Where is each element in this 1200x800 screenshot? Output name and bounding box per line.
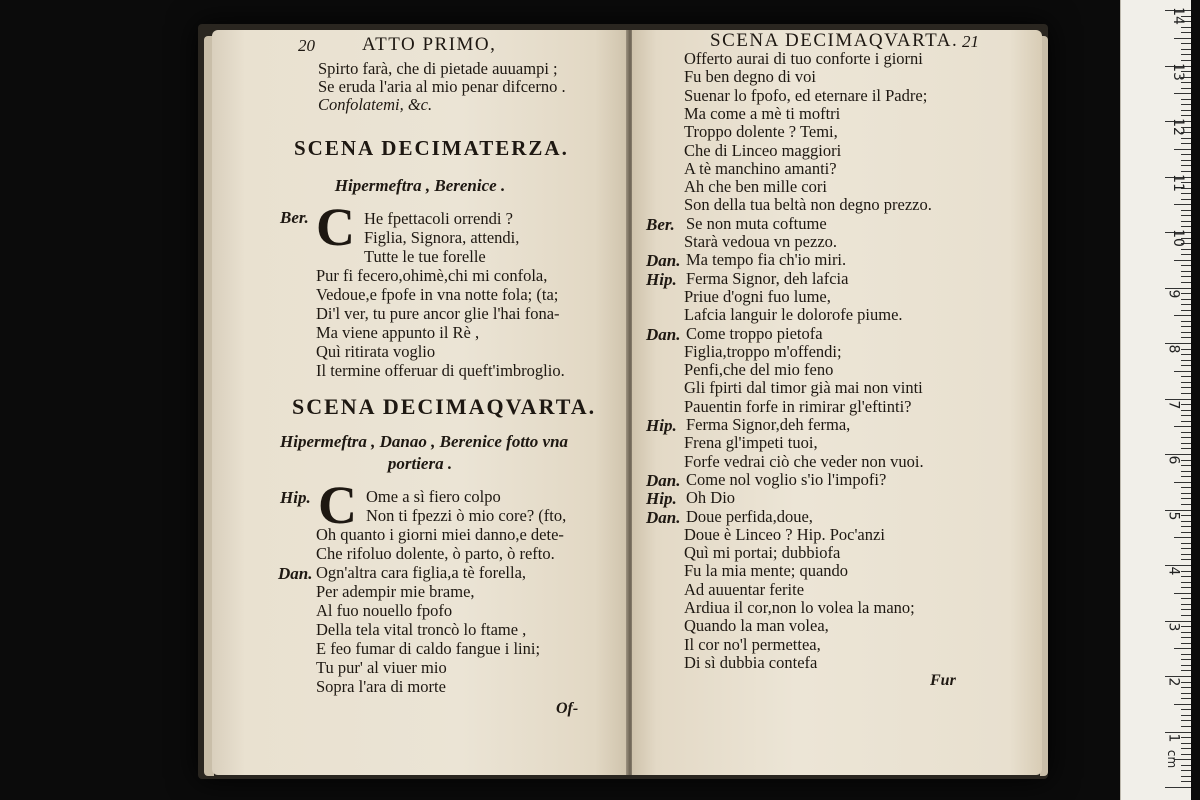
text-line: Il termine offeruar di queft'imbroglio. <box>316 361 565 380</box>
text-line: Tu pur' al viuer mio <box>316 658 447 677</box>
ruler-tick <box>1165 399 1191 400</box>
ruler-tick <box>1181 265 1191 266</box>
ruler-tick <box>1181 43 1191 44</box>
ruler-tick <box>1181 720 1191 721</box>
text-line: Non ti fpezzi ò mio core? (fto, <box>366 506 567 525</box>
ruler-tick <box>1181 443 1191 444</box>
ruler-tick <box>1174 149 1191 150</box>
text-line: Troppo dolente ? Temi, <box>684 122 838 142</box>
ruler-number: 14 <box>1169 7 1186 25</box>
ruler-tick <box>1181 276 1191 277</box>
ruler-tick <box>1181 88 1191 89</box>
speaker-label: Hip. <box>646 416 677 435</box>
ruler-tick <box>1181 27 1191 28</box>
text-line: Al fuo nouello fpofo <box>316 601 453 620</box>
left-page <box>212 30 628 775</box>
ruler-tick <box>1181 387 1191 388</box>
ruler-tick <box>1181 437 1191 438</box>
ruler-tick <box>1181 421 1191 422</box>
ruler-tick <box>1174 260 1191 261</box>
ruler-tick <box>1181 115 1191 116</box>
ruler-tick <box>1181 49 1191 50</box>
ruler-tick <box>1181 776 1191 777</box>
drop-cap: C <box>318 475 357 535</box>
ruler-number: 5 <box>1165 511 1182 520</box>
ruler-tick <box>1181 526 1191 527</box>
ruler-tick <box>1181 543 1191 544</box>
speaker-label: Dan. <box>646 251 681 271</box>
ruler-tick <box>1181 781 1191 782</box>
ruler-tick <box>1181 521 1191 522</box>
ruler-number: 11 <box>1169 173 1186 192</box>
ruler-unit: cm <box>1165 749 1180 769</box>
text-line: Il cor no'l permettea, <box>684 634 821 654</box>
text-line: Pur fi fecero,ohimè,chi mi confola, <box>316 266 548 285</box>
ruler-tick <box>1174 537 1191 538</box>
text-line: Sopra l'ara di morte <box>316 677 446 696</box>
speaker-label: Ber. <box>646 214 675 234</box>
running-head: ATTO PRIMO, <box>362 34 497 55</box>
ruler-tick <box>1181 299 1191 300</box>
ruler-tick <box>1165 732 1191 733</box>
ruler-tick <box>1181 754 1191 755</box>
measurement-ruler <box>1120 0 1191 800</box>
ruler-number: 6 <box>1165 455 1182 465</box>
ruler-tick <box>1181 571 1191 572</box>
ruler-tick <box>1181 365 1191 366</box>
ruler-tick <box>1181 637 1191 638</box>
ruler-tick <box>1181 321 1191 322</box>
ruler-number: 12 <box>1169 118 1186 136</box>
text-line: Pauentin forfe in rimirar gl'eftinti? <box>684 396 912 416</box>
text-line: Oh quanto i giorni miei danno,e dete- <box>316 525 564 544</box>
ruler-number: 8 <box>1165 344 1182 354</box>
text-line: Ma viene appunto il Rè , <box>316 323 480 342</box>
ruler-tick <box>1165 288 1191 289</box>
text-line: Ah che ben mille cori <box>684 177 827 197</box>
ruler-tick <box>1181 271 1191 272</box>
ruler-tick <box>1181 215 1191 216</box>
ruler-tick <box>1181 171 1191 172</box>
ruler-tick <box>1181 293 1191 294</box>
text-line: Starà vedoua vn pezzo. <box>684 232 838 251</box>
text-line: Vedoue,e fpofe in vna notte fola; (ta; <box>316 285 559 304</box>
ruler-tick <box>1181 382 1191 383</box>
speaker-label: Ber. <box>280 208 309 227</box>
speaker-label: Dan. <box>646 507 681 527</box>
text-line: Spirto farà, che di pietade auuampi ; <box>318 59 558 78</box>
text-line: Offerto aurai di tuo conforte i giorni <box>684 49 923 68</box>
ruler-tick <box>1181 32 1191 33</box>
ruler-tick <box>1181 138 1191 139</box>
text-line: Lafcia languir le dolorofe piume. <box>684 305 903 325</box>
page-number: 20 <box>298 36 315 55</box>
text-line: He fpettacoli orrendi ? <box>364 209 513 228</box>
ruler-tick <box>1181 165 1191 166</box>
ruler-tick <box>1181 154 1191 155</box>
ruler-tick <box>1181 715 1191 716</box>
ruler-tick <box>1174 482 1191 483</box>
text-line: Doue è Linceo ? Hip. Poc'anzi <box>684 524 885 544</box>
ruler-tick <box>1181 698 1191 699</box>
ruler-tick <box>1181 143 1191 144</box>
text-line: Ferma Signor,deh ferma, <box>686 415 851 434</box>
drop-cap: C <box>316 197 355 257</box>
scene-characters: portiera . <box>387 454 453 473</box>
page-number: 21 <box>962 32 979 51</box>
running-head: SCENA DECIMAQVARTA. <box>710 30 959 51</box>
ruler-tick <box>1181 682 1191 683</box>
ruler-tick <box>1181 476 1191 477</box>
ruler-tick <box>1181 326 1191 327</box>
ruler-number: 1 <box>1165 733 1182 742</box>
ruler-tick <box>1181 659 1191 660</box>
ruler-tick <box>1181 504 1191 505</box>
ruler-tick <box>1181 598 1191 599</box>
catchword: Fur <box>930 672 956 689</box>
scene-title: SCENA DECIMAQVARTA. <box>292 394 597 419</box>
text-line: A tè manchino amanti? <box>684 158 837 178</box>
catchword: Of- <box>556 700 579 717</box>
ruler-tick <box>1181 404 1191 405</box>
ruler-tick <box>1181 415 1191 416</box>
ruler-tick <box>1181 693 1191 694</box>
ruler-tick <box>1181 632 1191 633</box>
ruler-tick <box>1181 554 1191 555</box>
ruler-tick <box>1181 376 1191 377</box>
ruler-tick <box>1181 110 1191 111</box>
text-line: Ferma Signor, deh lafcia <box>686 268 849 288</box>
ruler-tick <box>1181 337 1191 338</box>
speaker-label: Dan. <box>278 564 313 583</box>
ruler-tick <box>1181 54 1191 55</box>
ruler-number: 13 <box>1169 62 1186 81</box>
ruler-tick <box>1174 371 1191 372</box>
ruler-tick <box>1181 310 1191 311</box>
text-line: Forfe vedrai ciò che veder non vuoi. <box>684 451 924 471</box>
ruler-tick <box>1181 770 1191 771</box>
text-line: Come troppo pietofa <box>686 323 823 343</box>
ruler-tick <box>1181 548 1191 549</box>
ruler-tick <box>1165 621 1191 622</box>
ruler-tick <box>1174 38 1191 39</box>
ruler-tick <box>1181 193 1191 194</box>
ruler-tick <box>1181 304 1191 305</box>
text-line: Ma tempo fia ch'io miri. <box>686 250 847 270</box>
text-line: E feo fumar di caldo fangue i lini; <box>316 639 541 658</box>
ruler-tick <box>1181 471 1191 472</box>
ruler-tick <box>1181 609 1191 610</box>
text-line: Ogn'altra cara figlia,a tè forella, <box>316 563 527 582</box>
ruler-number: 10 <box>1169 229 1186 247</box>
ruler-tick <box>1181 104 1191 105</box>
text-line: Suenar lo fpofo, ed eternare il Padre; <box>684 85 928 105</box>
text-line: Quì mi portai; dubbiofa <box>684 543 841 563</box>
ruler-tick <box>1181 748 1191 749</box>
ruler-tick <box>1181 254 1191 255</box>
text-line: Frena gl'impeti tuoi, <box>684 433 818 453</box>
text-line: Se non muta coftume <box>686 213 827 233</box>
text-line: Oh Dio <box>686 488 736 508</box>
text-line: Ardiua il cor,non lo volea la mano; <box>684 598 915 617</box>
ruler-tick <box>1174 93 1191 94</box>
speaker-label: Dan. <box>646 324 681 344</box>
ruler-tick <box>1181 99 1191 100</box>
ruler-tick <box>1181 393 1191 394</box>
ruler-tick <box>1181 532 1191 533</box>
speaker-label: Hip. <box>646 269 677 289</box>
ruler-number: 3 <box>1165 622 1182 631</box>
text-line: Tutte le tue forelle <box>364 247 486 266</box>
ruler-tick <box>1181 626 1191 627</box>
ruler-tick <box>1181 743 1191 744</box>
text-line: Di sì dubbia contefa <box>684 652 818 672</box>
ruler-tick <box>1181 210 1191 211</box>
ruler-tick <box>1181 282 1191 283</box>
text-line: Fu ben degno di voi <box>684 67 816 87</box>
text-line: Della tela vital troncò lo ftame , <box>316 620 527 639</box>
ruler-tick <box>1181 487 1191 488</box>
speaker-label: Hip. <box>280 488 311 507</box>
ruler-tick <box>1181 737 1191 738</box>
text-line: Che rifoluo dolente, ò parto, ò refto. <box>316 544 555 563</box>
ruler-tick <box>1181 360 1191 361</box>
ruler-tick <box>1181 82 1191 83</box>
ruler-tick <box>1181 587 1191 588</box>
scene-title: SCENA DECIMATERZA. <box>294 136 569 160</box>
ruler-tick <box>1181 199 1191 200</box>
ruler-tick <box>1181 665 1191 666</box>
ruler-tick <box>1165 787 1191 788</box>
ruler-tick <box>1181 160 1191 161</box>
text-line: Figlia, Signora, attendi, <box>364 228 520 247</box>
ruler-tick <box>1181 60 1191 61</box>
text-line: Penfi,che del mio feno <box>684 360 834 380</box>
ruler-number: 2 <box>1165 677 1182 687</box>
ruler-tick <box>1181 221 1191 222</box>
ruler-tick <box>1181 615 1191 616</box>
ruler-tick <box>1181 493 1191 494</box>
text-line: Ome a sì fiero colpo <box>366 487 501 506</box>
text-line: Fu la mia mente; quando <box>684 561 849 581</box>
text-line: Come nol voglio s'io l'impofi? <box>686 469 887 489</box>
ruler-tick <box>1181 465 1191 466</box>
ruler-tick <box>1181 765 1191 766</box>
ruler-tick <box>1181 654 1191 655</box>
scene-characters: Hipermeftra , Danao , Berenice fotto vna <box>280 432 569 451</box>
text-line: Figlia,troppo m'offendi; <box>684 341 842 361</box>
ruler-tick <box>1181 249 1191 250</box>
text-line: Son della tua beltà non degno prezzo. <box>684 195 932 215</box>
scene-characters: Hipermeftra , Berenice . <box>334 176 506 195</box>
ruler-tick <box>1181 448 1191 449</box>
text-line: Che di Linceo maggiori <box>684 140 842 160</box>
ruler-tick <box>1181 515 1191 516</box>
ruler-tick <box>1174 204 1191 205</box>
ruler-tick <box>1174 315 1191 316</box>
text-line: Ad auuentar ferite <box>684 579 805 599</box>
ruler-tick <box>1174 648 1191 649</box>
text-line: Di'l ver, tu pure ancor glie l'hai fona- <box>316 304 560 323</box>
text-line: Quando la man volea, <box>684 616 829 636</box>
right-page <box>632 30 1042 775</box>
ruler-tick <box>1181 643 1191 644</box>
speaker-label: Hip. <box>646 489 677 509</box>
ruler-number: 4 <box>1165 566 1182 576</box>
ruler-tick <box>1174 426 1191 427</box>
speaker-label: Dan. <box>646 470 681 490</box>
ruler-tick <box>1174 704 1191 705</box>
ruler-tick <box>1181 709 1191 710</box>
ruler-tick <box>1181 498 1191 499</box>
ruler-tick <box>1181 432 1191 433</box>
ruler-tick <box>1181 226 1191 227</box>
ruler-tick <box>1181 670 1191 671</box>
ruler-tick <box>1181 349 1191 350</box>
ruler-tick <box>1181 559 1191 560</box>
text-line: Ma come a mè ti moftri <box>684 103 841 123</box>
ruler-tick <box>1174 593 1191 594</box>
ruler-tick <box>1181 410 1191 411</box>
ruler-tick <box>1181 604 1191 605</box>
ruler-tick <box>1181 576 1191 577</box>
ruler-tick <box>1181 460 1191 461</box>
ruler-tick <box>1181 354 1191 355</box>
ruler-tick <box>1181 332 1191 333</box>
text-line: Gli fpirti dal timor già mai non vinti <box>684 378 923 398</box>
ruler-tick <box>1181 582 1191 583</box>
text-line: Quì ritirata voglio <box>316 342 436 361</box>
text-line: Se eruda l'aria al mio penar difcerno . <box>318 77 566 96</box>
text-line: Per adempir mie brame, <box>316 582 475 601</box>
text-line: Doue perfida,doue, <box>686 506 813 526</box>
text-line: Priue d'ogni fuo lume, <box>684 286 831 306</box>
ruler-tick <box>1181 687 1191 688</box>
ruler-number: 7 <box>1165 400 1182 409</box>
text-line: Confolatemi, &c. <box>318 95 433 114</box>
ruler-tick <box>1165 510 1191 511</box>
ruler-number: 9 <box>1165 289 1182 298</box>
ruler-tick <box>1181 726 1191 727</box>
